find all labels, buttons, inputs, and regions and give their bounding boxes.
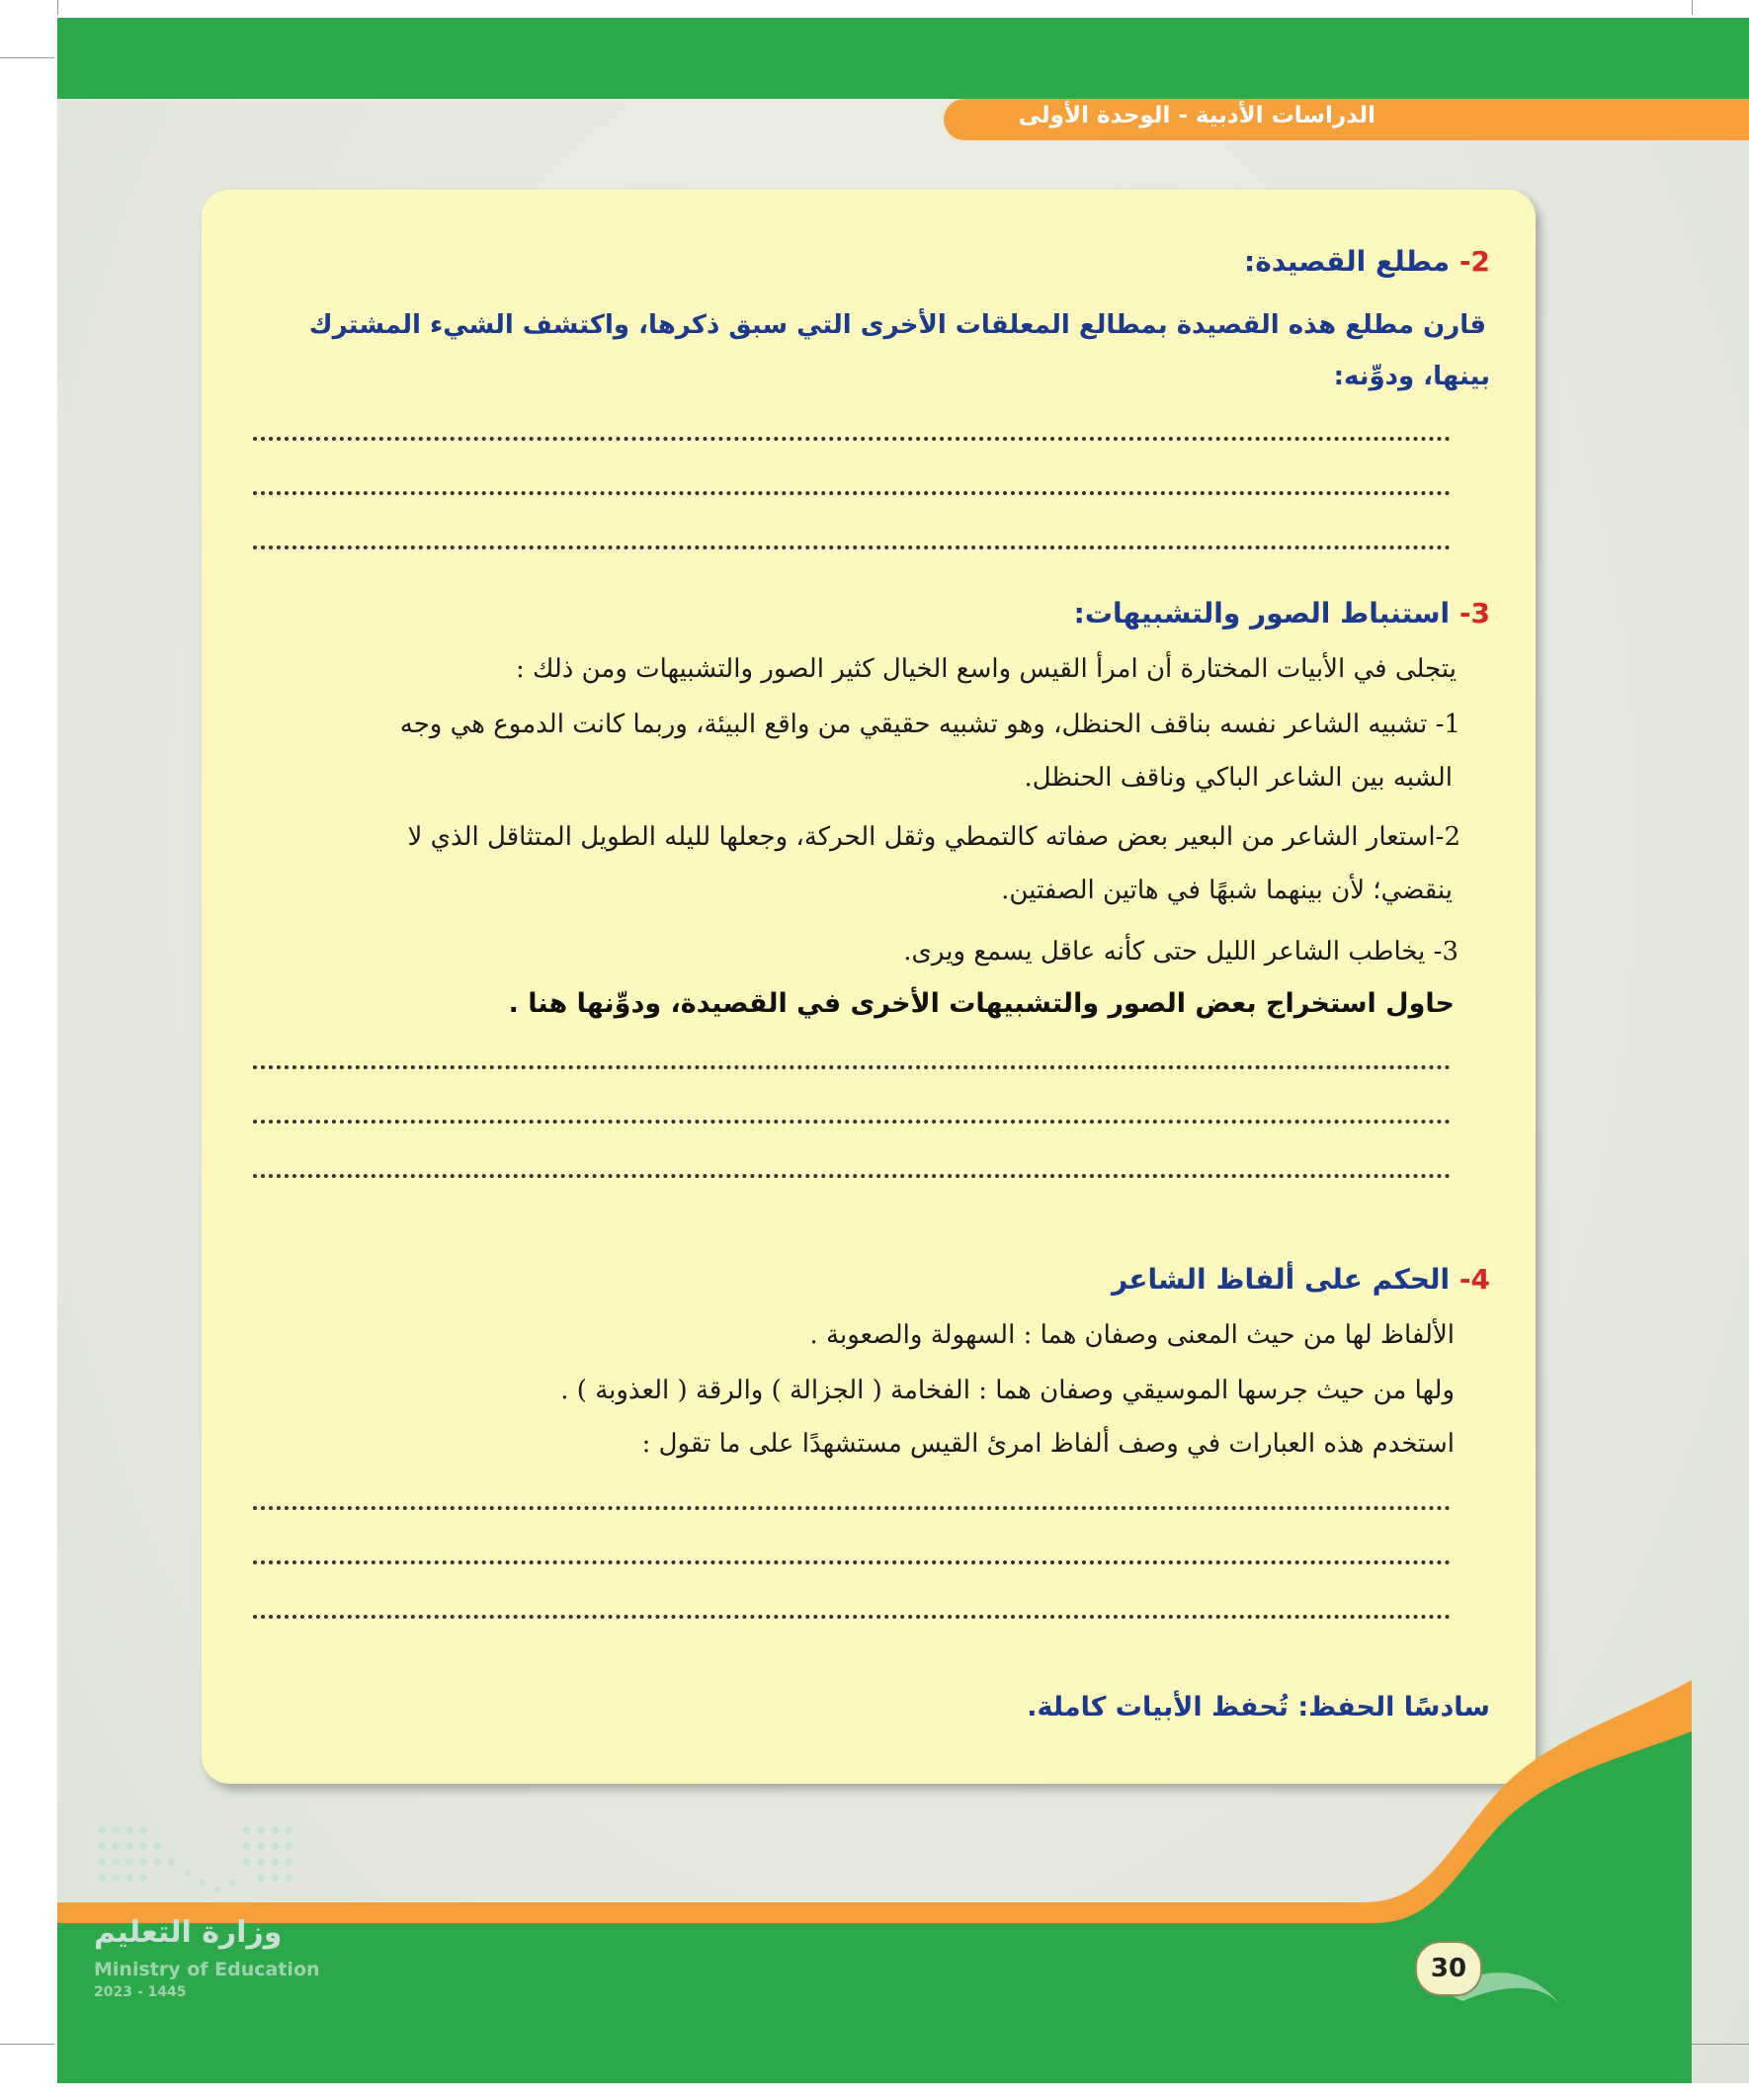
section2-number: 2- [1458, 245, 1490, 278]
section2-title: مطلع القصيدة: [1244, 245, 1451, 278]
section3-item3: 3- يخاطب الشاعر الليل حتى كأنه عاقل يسمع ويرى. [903, 937, 1458, 966]
section2-question-line1: قارن مطلع هذه القصيدة بمطالع المعلقات الأخرى التي سبق ذكرها، واكتشف الشيء المشترك [308, 310, 1486, 340]
section2-question-line2: بينها، ودوِّنه: [1333, 362, 1490, 391]
section3-number: 3- [1458, 597, 1490, 630]
ministry-logo-arabic: وزارة التعليم [94, 1915, 283, 1950]
section6-title: سادسًا الحفظ: [1297, 1692, 1490, 1722]
section3-intro: يتجلى في الأبيات المختارة أن امرأ القيس واسع الخيال كثير الصور والتشبيهات ومن ذلك : [515, 654, 1457, 684]
section4-title: الحكم على ألفاظ الشاعر [1111, 1263, 1451, 1296]
section3-task: حاول استخراج بعض الصور والتشبيهات الأخرى في القصيدة، ودوِّنها هنا . [508, 988, 1455, 1019]
section4-line3: استخدم هذه العبارات في وصف ألفاظ امرئ القيس مستشهدًا على ما تقول : [641, 1429, 1455, 1459]
section4-number: 4- [1458, 1263, 1490, 1296]
section3-item1-line1: 1- تشبيه الشاعر نفسه بناقف الحنظل، وهو تشبيه حقيقي من واقع البيئة، وربما كانت الدموع هي وجه [399, 710, 1460, 739]
ministry-logo-dots [94, 1818, 311, 1912]
section6-text: تُحفظ الأبيات كاملة. [1027, 1692, 1289, 1722]
ministry-logo-year: 2023 - 1445 [94, 1984, 187, 2000]
section4-line2: ولها من حيث جرسها الموسيقي وصفان هما : الفخامة ( الجزالة ) والرقة ( العذوبة ) . [560, 1376, 1455, 1405]
section4-line1: الألفاظ لها من حيث المعنى وصفان هما : السهولة والصعوبة . [809, 1320, 1455, 1350]
section3-title: استنباط الصور والتشبيهات: [1073, 597, 1451, 630]
section3-item2-line1: 2-استعار الشاعر من البعير بعض صفاته كالتمطي وثقل الحركة، وجعلها لليله الطويل المتثاقل الذي لا [407, 822, 1460, 852]
page-number: 30 [1415, 1941, 1482, 1996]
ministry-logo-english: Ministry of Education [94, 1959, 320, 1980]
section3-item1-line2: الشبه بين الشاعر الباكي وناقف الحنظل. [1024, 763, 1453, 793]
unit-title: الدراسات الأدبية - الوحدة الأولى [1018, 103, 1375, 128]
section3-item2-line2: ينقضي؛ لأن بينهما شبهًا في هاتين الصفتين. [1001, 876, 1453, 905]
